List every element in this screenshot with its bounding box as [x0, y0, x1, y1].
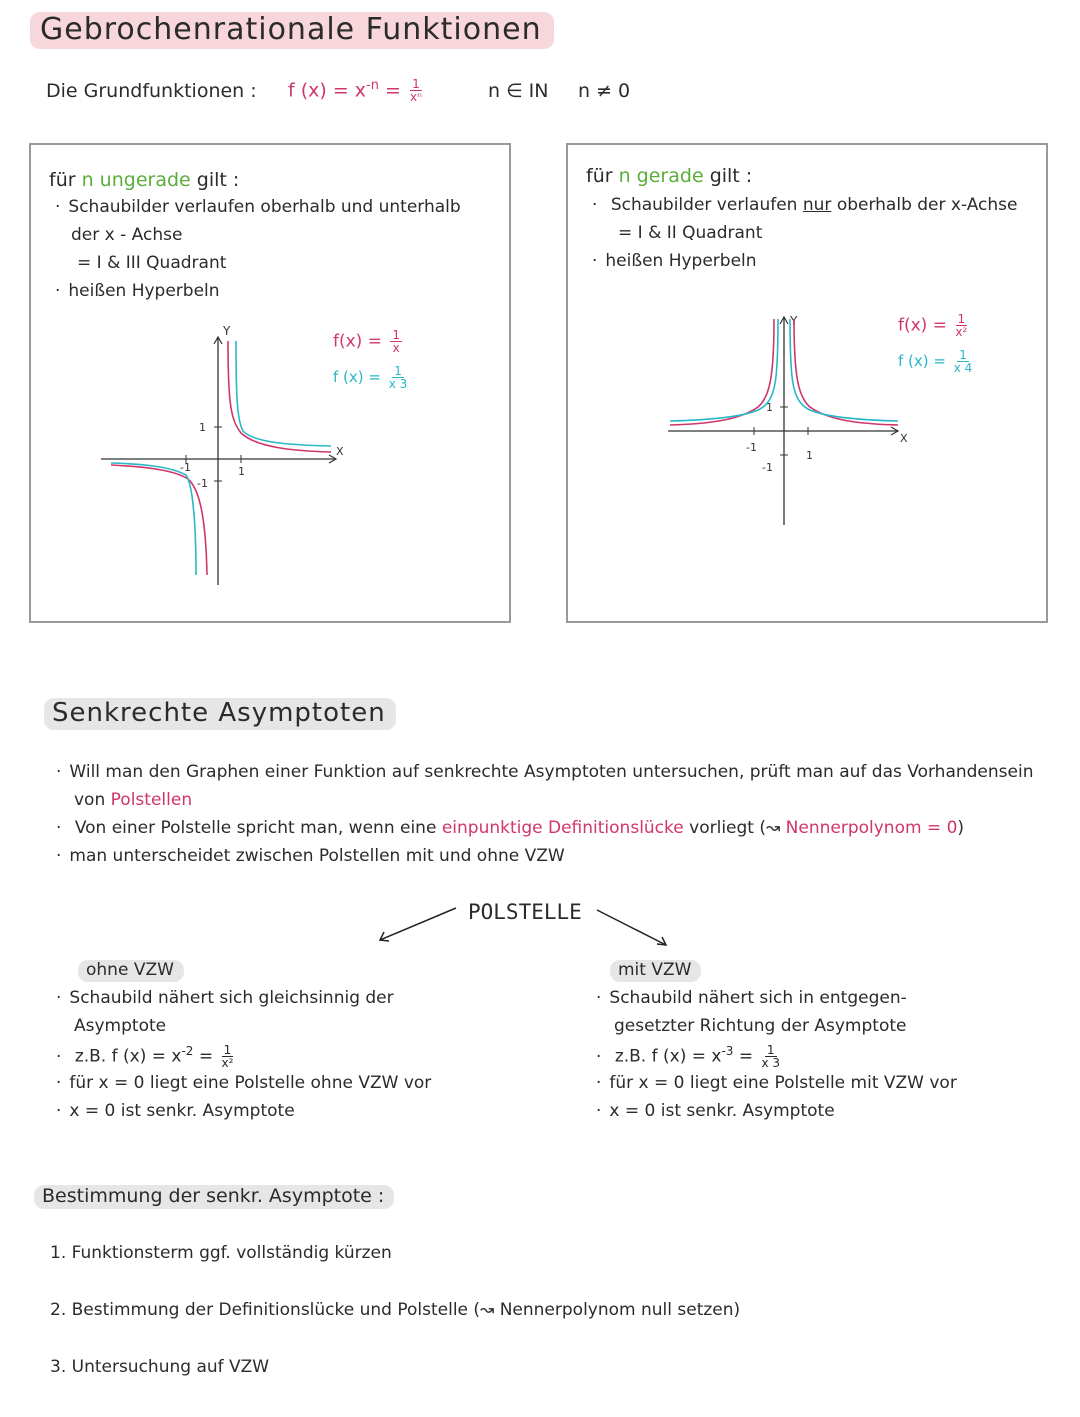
ohne-vzw-label: ohne VZW	[78, 960, 184, 980]
mit-line-4: · für x = 0 liegt eine Polstelle mit VZW vor	[596, 1073, 957, 1093]
condition-n-not-zero: n ≠ 0	[578, 80, 631, 102]
asym-paragraph-1a: · Will man den Graphen einer Funktion auf senkrechte Asymptoten untersuchen, prüft man auf das Vorhandensein	[56, 762, 1033, 782]
bestimmung-step-3: 3. Untersuchung auf VZW	[50, 1357, 270, 1377]
even-y-label: Y	[790, 314, 798, 328]
even-tick-label-x1: 1	[806, 449, 813, 462]
even-heading: für n gerade gilt :	[586, 165, 753, 187]
mit-line-2: gesetzter Richtung der Asymptote	[614, 1016, 907, 1036]
odd-heading: für n ungerade gilt :	[49, 169, 240, 191]
bestimmung-step-2: 2. Bestimmung der Definitionslücke und Polstelle (↝ Nennerpolynom null setzen)	[50, 1300, 741, 1320]
bestimmung-heading: Bestimmung der senkr. Asymptote :	[34, 1185, 394, 1207]
mit-vzw-label: mit VZW	[610, 960, 701, 980]
odd-tick-label-xm1: -1	[180, 461, 191, 474]
grundfunktion-formula: f $(x) = x^{-n}$ = $\frac{1}{\text{xⁿ}}$	[288, 77, 422, 105]
arrow-to-ohne	[380, 908, 456, 940]
even-tick-label-y1: 1	[766, 401, 773, 414]
odd-tick-label-x1: 1	[238, 465, 245, 478]
even-tick-label-xm1: -1	[746, 441, 757, 454]
even-line-3: · heißen Hyperbeln	[592, 251, 757, 271]
asym-paragraph-2: · Von einer Polstelle spricht man, wenn eine einpunktige Definitionslücke vorliegt (↝ Nennerpolynom = 0)	[56, 818, 964, 838]
condition-n-in-n: n ∈ IN	[488, 80, 549, 102]
odd-line-3: = I & III Quadrant	[77, 253, 227, 273]
odd-legend-2: f (x) = $\frac{1}{x 3}$	[333, 364, 408, 391]
ohne-line-1: · Schaubild nähert sich gleichsinnig der	[56, 988, 394, 1008]
mit-line-1: · Schaubild nähert sich in entgegen-	[596, 988, 907, 1008]
asym-paragraph-3: · man unterscheidet zwischen Polstellen mit und ohne VZW	[56, 846, 565, 866]
mit-line-3: · z.B. f $(x) = x^{-3}$ = $\frac{1}{x 3}$	[596, 1044, 783, 1069]
even-legend-2: f (x) = $\frac{1}{x 4}$	[898, 348, 973, 375]
arrow-to-mit	[597, 910, 666, 945]
ohne-line-5: · x = 0 ist senkr. Asymptote	[56, 1101, 295, 1121]
odd-x-label: X	[336, 445, 344, 458]
even-line-1: · Schaubilder verlaufen nur oberhalb der x-Achse	[592, 195, 1018, 215]
ohne-line-4: · für x = 0 liegt eine Polstelle ohne VZW vor	[56, 1073, 431, 1093]
asymptoten-heading: Senkrechte Asymptoten	[44, 698, 396, 728]
grundfunktionen-label: Die Grundfunktionen :	[46, 80, 257, 102]
even-x-label: X	[900, 432, 908, 445]
mit-line-5: · x = 0 ist senkr. Asymptote	[596, 1101, 835, 1121]
grundfunktion-fraction: $\frac{1}{\text{xⁿ}}$	[410, 77, 422, 105]
ohne-line-3: · z.B. f $(x) = x^{-2}$ = $\frac{1}{\text{x²}}$	[56, 1044, 236, 1069]
page-title: Gebrochenrationale Funktionen	[30, 12, 554, 47]
even-line-2: = I & II Quadrant	[618, 223, 763, 243]
odd-line-4: · heißen Hyperbeln	[55, 281, 220, 301]
odd-legend-1: f(x) = $\frac{1}{x}$	[333, 328, 401, 355]
odd-line-2: der x - Achse	[71, 225, 183, 245]
odd-tick-label-ym1: -1	[197, 477, 208, 490]
odd-line-1: · Schaubilder verlaufen oberhalb und unterhalb	[55, 197, 461, 217]
asym-paragraph-1b: von Polstellen	[74, 790, 193, 810]
odd-tick-label-y1: 1	[199, 421, 206, 434]
even-legend-1: f(x) = $\frac{1}{\text{x²}}$	[898, 312, 968, 339]
odd-y-label: Y	[223, 324, 231, 338]
even-tick-label-ym1: -1	[762, 461, 773, 474]
polstelle-label: POLSTELLE	[468, 900, 582, 924]
bestimmung-step-1: 1. Funktionsterm ggf. vollständig kürzen	[50, 1243, 392, 1263]
ohne-line-2: Asymptote	[74, 1016, 167, 1036]
